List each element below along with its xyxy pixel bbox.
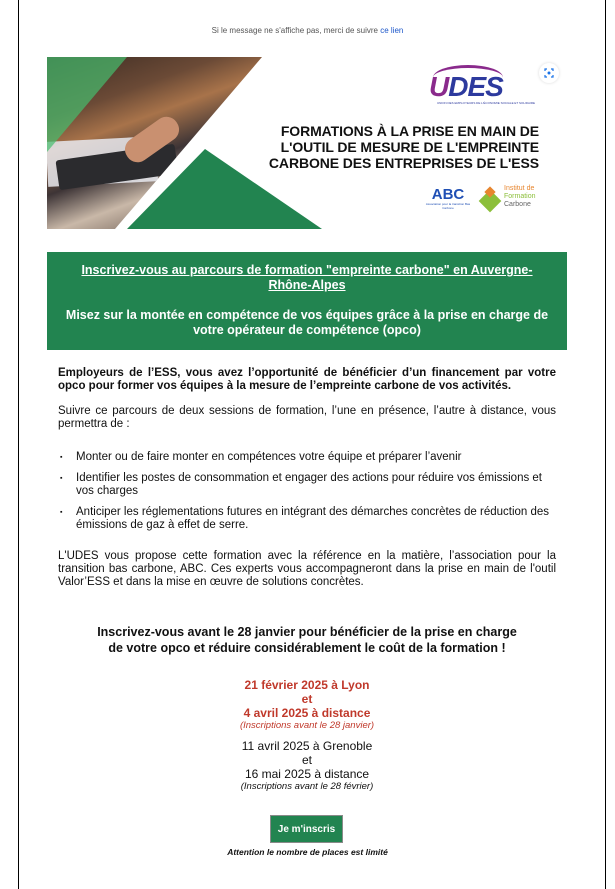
udes-logo: UDES UNION DES EMPLOYEURS DE L'ÉCONOMIE SOCIALE ET SOLIDAIRE [425,65,545,105]
deadline-callout: Inscrivez-vous avant le 28 janvier pour bénéficier de la prise en charge de votre opco et réduire considérablement le coût de la formation ! [97,625,517,655]
view-online-link[interactable]: ce lien [380,26,404,35]
benefits-list [58,451,556,532]
highlight-subtitle: Misez sur la montée en compétence de vos équipes grâce à la prise en charge de votre opérateur de compétence (opco) [65,308,549,337]
list-item: ▪ Monter ou de faire monter en compétences votre équipe et préparer l’avenir [76,451,556,464]
limited-places-warning: Attention le nombre de places est limité [227,847,388,857]
highlight-box [47,252,567,350]
session-dates [58,678,556,792]
preheader-text: Si le message ne s'affiche pas, merci de suivre [211,26,381,35]
body-paragraph-2: L'UDES vous propose cette formation avec la référence en la matière, l’association pour la transition bas carbone, ABC. Ces experts vous accompagneront dans la prise en main de l'outil Valor’ESS et dans la mise en œuvre de solutions concrètes. [58,550,556,588]
header-banner [47,57,567,229]
list-item: ▪ Identifier les postes de consommation et engager des actions pour réduire vos émissions et vos charges [76,472,556,498]
list-item: ▪ Anticiper les réglementations futures en intégrant des démarches concrètes de réduction des émissions de gaz à effet de serre. [76,506,556,532]
register-button[interactable]: Je m'inscris [270,815,343,843]
region-registration-link[interactable]: Inscrivez-vous au parcours de formation "empreinte carbone" en Auvergne-Rhône-Alpes [81,263,533,292]
body-paragraph-1: Suivre ce parcours de deux sessions de formation, l’une en présence, l’autre à distance, vous permettra de : [58,405,556,430]
visual-search-icon[interactable] [539,63,559,83]
ifc-logo: Institut de Formation Carbone [482,185,542,225]
session-grenoble: 11 avril 2025 à Grenoble et 16 mai 2025 à distance (Inscriptions avant le 28 février) [240,739,374,792]
body-content [58,367,556,589]
abc-logo: ABC Association pour la transition Bas Carbone [425,186,471,210]
intro-paragraph: Employeurs de l’ESS, vous avez l’opportunité de bénéficier d’un financement par votre opco pour former vos équipes à la mesure de l’empreinte carbone de vos activités. [58,367,556,392]
session-lyon: 21 février 2025 à Lyon et 4 avril 2025 à distance (Inscriptions avant le 28 janvier) [239,678,375,731]
banner-title: FORMATIONS À LA PRISE EN MAIN DE L'OUTIL DE MESURE DE L'EMPREINTE CARBONE DES ENTREPRISES DE L'ESS [268,123,539,171]
preheader [0,26,615,35]
